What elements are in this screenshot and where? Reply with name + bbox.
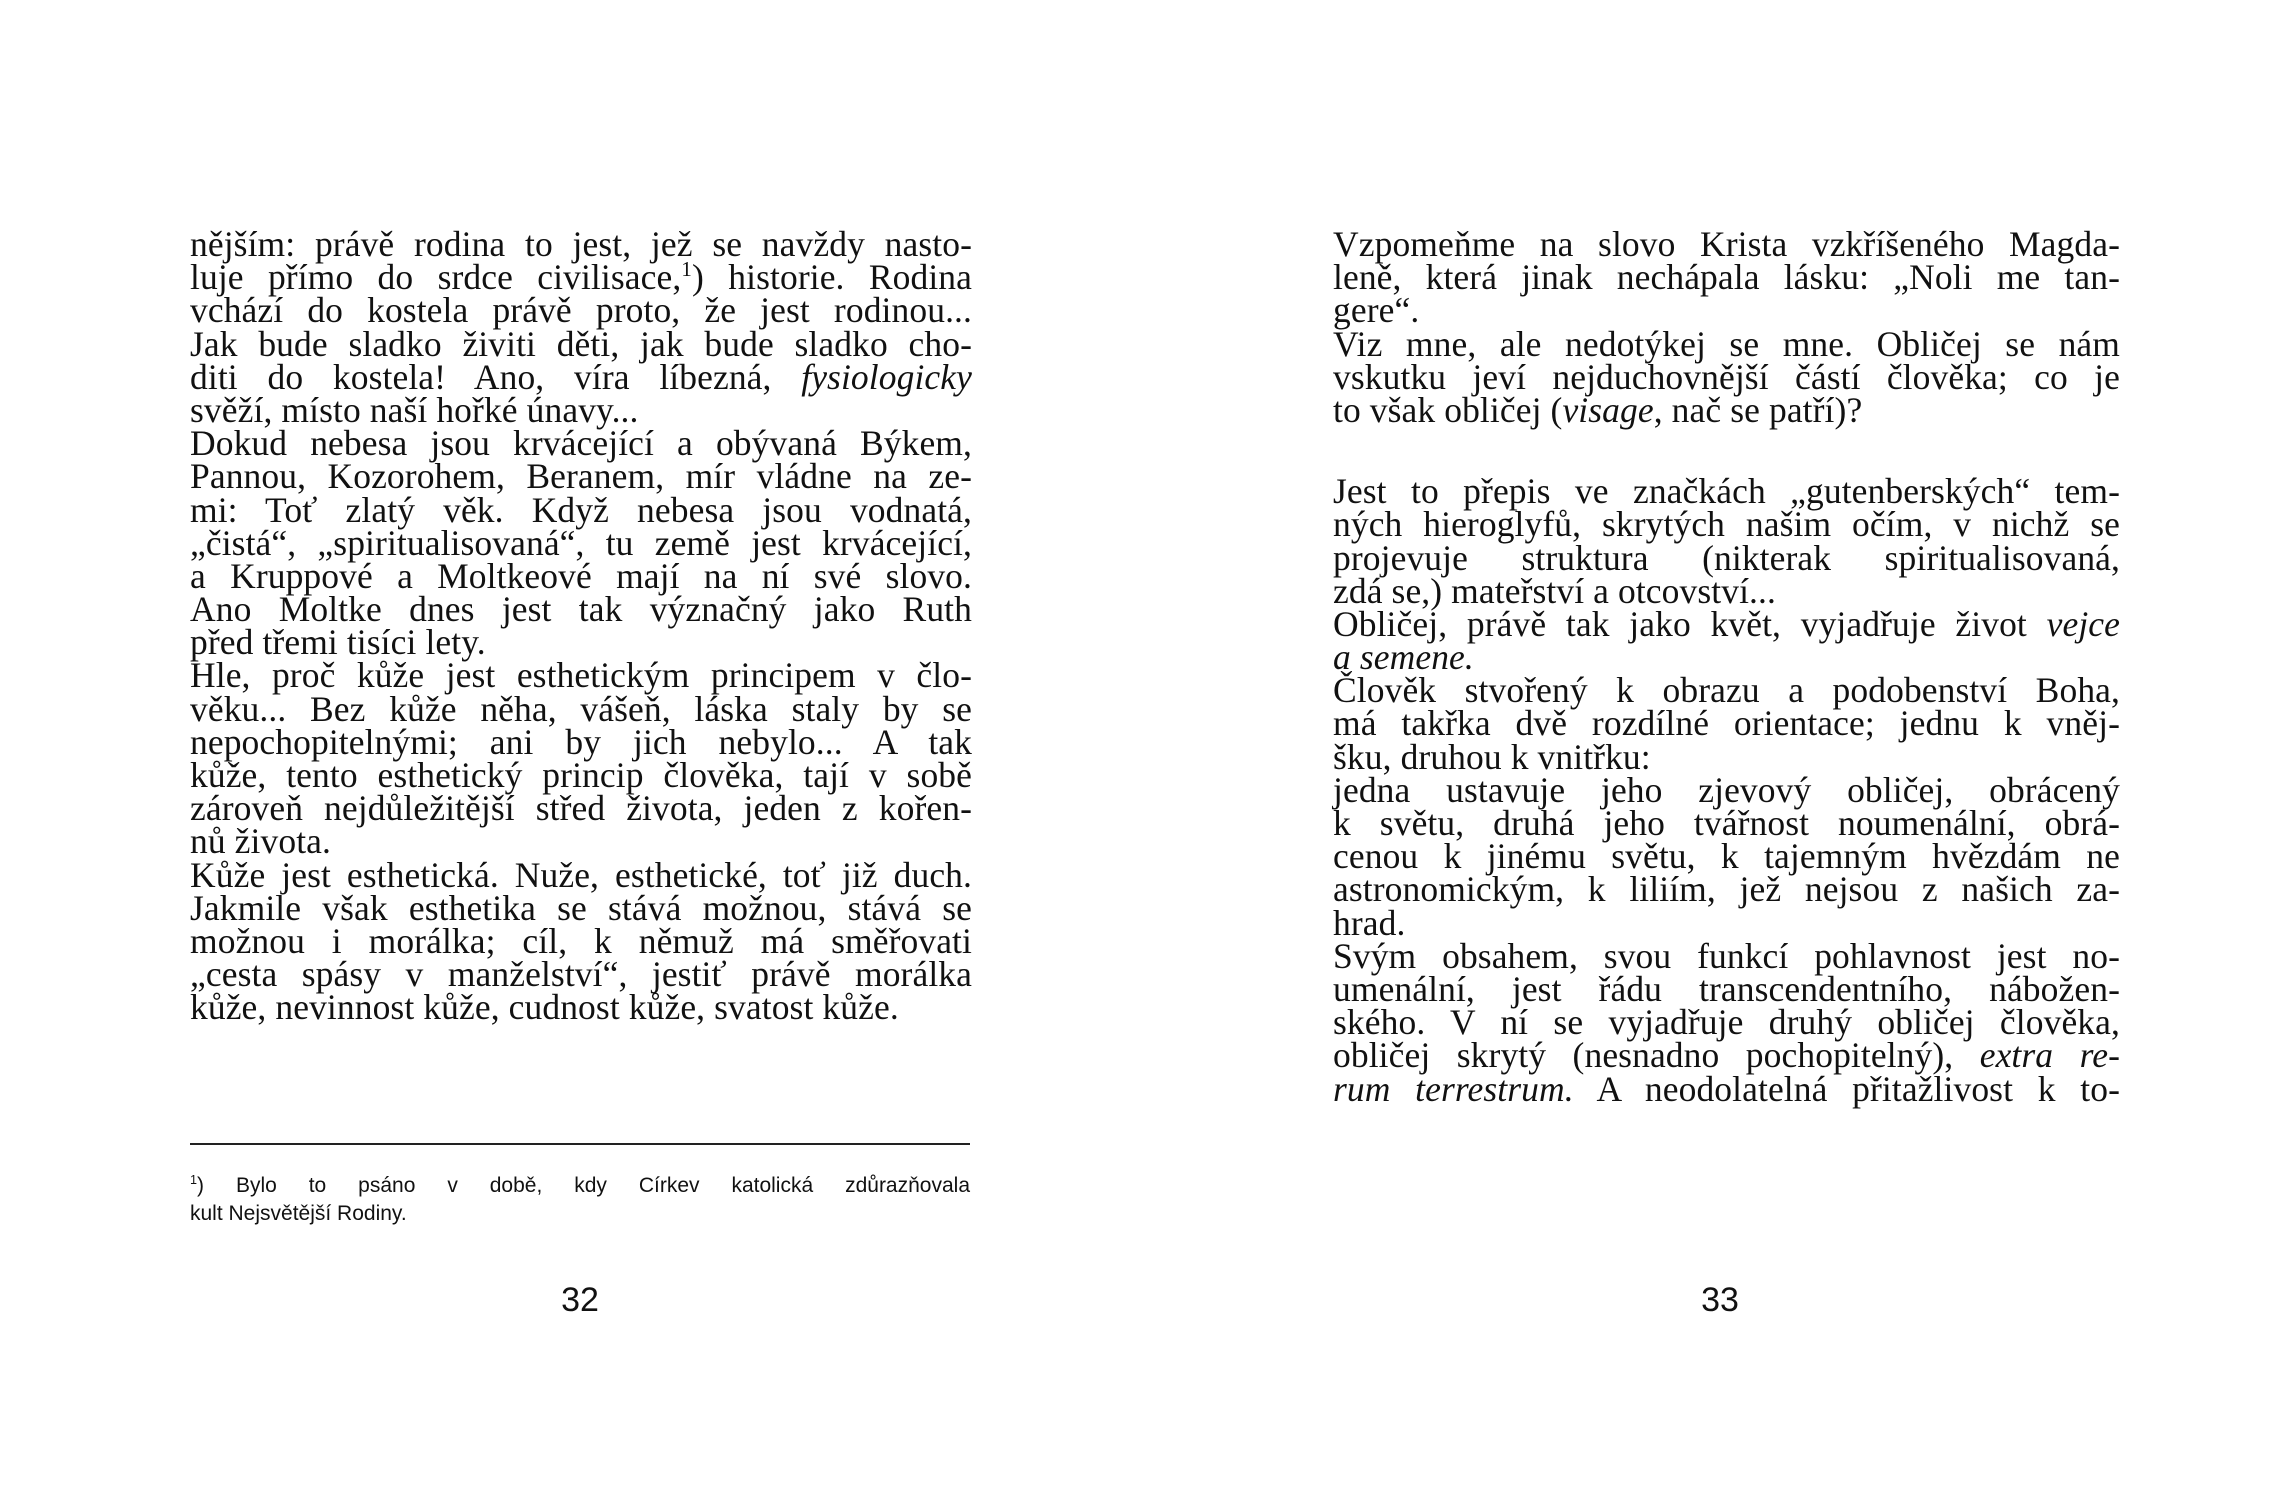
text-line: Vzpomeňme na slovo Krista vzkříšeného Magda- (1333, 224, 2120, 264)
text-line: mi: Toť zlatý věk. Když nebesa jsou vodnatá, (190, 489, 972, 530)
text-line: Hle, proč kůže jest esthetickým principem v člo- (190, 655, 972, 696)
text-line: Ano Moltke dnes jest tak význačný jako Ruth (190, 589, 972, 630)
text-line: leně, která jinak nechápala lásku: „Noli me tan- (1333, 257, 2120, 298)
text-line: astronomickým, k liliím, jež nejsou z našich za- (1333, 869, 2120, 910)
text-fragment: ) Bylo to psáno v době, kdy Církev katolická zdůrazňovala (197, 1174, 970, 1197)
text-line: nějším: právě rodina to jest, jež se navždy nasto- (190, 224, 972, 264)
text-line (1333, 1068, 2120, 1109)
italic-text: a semene. (1333, 637, 1474, 678)
text-line (1333, 389, 2120, 430)
text-fragment: obličej skrytý (nesnadno pochopitelný), (1333, 1035, 1954, 1076)
text-fragment: Obličej, právě tak jako květ, vyjadřuje život (1333, 603, 2027, 644)
text-line: zdá se,) mateřství a otcovství... (1333, 570, 1776, 611)
text-line: Kůže jest esthetická. Nuže, esthetické, toť již duch. (190, 854, 972, 895)
page-number: 33 (1701, 1281, 1739, 1319)
text-line: Dokud nebesa jsou krvácející a obývaná Býkem, (190, 423, 972, 464)
text-line: šku, druhou k vnitřku: (1333, 736, 1651, 777)
text-line: kůže, tento esthetický princip člověka, tají v sobě (190, 755, 972, 795)
text-fragment: to však obličej ( (1333, 389, 1563, 430)
text-line: Svým obsahem, svou funkcí pohlavnost jest no- (1333, 935, 2120, 976)
text-fragment: ) historie. Rodina (692, 257, 972, 298)
text-line: cenou k jinému světu, k tajemným hvězdám ne (1333, 836, 2120, 877)
text-line: svěží, místo naší hořké únavy... (190, 389, 639, 430)
footnote-divider (190, 1143, 970, 1145)
right-page (1145, 0, 2290, 1500)
footnote (190, 1172, 970, 1228)
text-line: vchází do kostela právě proto, že jest rodinou... (190, 290, 972, 331)
text-line: umenální, jest řádu transcendentního, nábožen- (1333, 968, 2120, 1009)
text-line: gere“. (1333, 290, 1420, 331)
text-line: má takřka dvě rozdílné orientace; jednu k vněj- (1333, 703, 2120, 744)
footnote-marker: 1 (190, 1173, 198, 1187)
text-line: vskutku jeví nejduchovnější částí člověka; co je (1333, 356, 2120, 397)
text-line: „cesta spásy v manželství“, jestiť právě morálka (190, 954, 972, 995)
text-line: Jest to přepis ve značkách „gutenberských“ tem- (1333, 471, 2120, 512)
italic-text: visage (1562, 389, 1654, 430)
text-line: projevuje struktura (nikterak spiritualisovaná, (1333, 537, 2120, 578)
text-line: Viz mne, ale nedotýkej se mne. Obličej se nám (1333, 323, 2120, 364)
italic-text: fysiologicky (801, 356, 972, 397)
italic-text: vejce (2046, 603, 2120, 644)
text-line: a Kruppové a Moltkeové mají na ní své slovo. (190, 555, 972, 596)
text-line: věku... Bez kůže něha, vášeň, láska staly by se (190, 688, 972, 729)
text-line: možnou i morálka; cíl, k němuž má směřovati (190, 920, 972, 961)
text-line: zároveň nejdůležitější střed života, jeden z kořen- (190, 788, 972, 829)
text-line: před třemi tisíci lety. (190, 622, 486, 663)
text-line: Jakmile však esthetika se stává možnou, stává se (190, 887, 972, 928)
text-fragment: A neodolatelná přitažlivost k to- (1596, 1068, 2120, 1109)
right-page-text (1333, 224, 2120, 1109)
text-line: Jak bude sladko živiti děti, jak bude sladko cho- (190, 323, 972, 364)
text-line: jedna ustavuje jeho zjevový obličej, obrácený (1333, 769, 2120, 810)
text-line: kůže, nevinnost kůže, cudnost kůže, svatost kůže. (190, 987, 899, 1028)
text-line: Člověk stvořený k obrazu a podobenství Boha, (1333, 670, 2120, 711)
page-number: 32 (561, 1281, 599, 1319)
text-fragment: , nač se patří)? (1653, 389, 1863, 430)
text-line: „čistá“, „spiritualisovaná“, tu země jest krvácející, (190, 522, 972, 563)
footnote-line: kult Nejsvětější Rodiny. (190, 1202, 407, 1225)
text-line: k světu, druhá jeho tvářnost noumenální, obrá- (1333, 803, 2120, 843)
text-fragment: luje přímo do srdce civilisace, (190, 257, 682, 298)
text-line: nepochopitelnými; ani by jich nebylo... A tak (190, 721, 972, 762)
text-line: Pannou, Kozorohem, Beranem, mír vládne na ze- (190, 456, 972, 497)
italic-text: rum terrestrum. (1333, 1068, 1574, 1109)
footnote-line (190, 1172, 970, 1200)
text-fragment: diti do kostela! Ano, víra líbezná, (190, 356, 772, 397)
footnote-reference[interactable]: 1 (681, 257, 693, 282)
text-line: ského. V ní se vyjadřuje druhý obličej člověka, (1333, 1002, 2120, 1043)
text-line: nů života. (190, 821, 331, 862)
left-page-text (190, 224, 972, 1028)
text-line (190, 356, 972, 397)
text-line: hrad. (1333, 902, 1406, 943)
paragraph-gap (1333, 427, 2120, 475)
italic-text: extra re- (1979, 1035, 2120, 1076)
text-line: ných hieroglyfů, skrytých našim očím, v nichž se (1333, 504, 2120, 545)
